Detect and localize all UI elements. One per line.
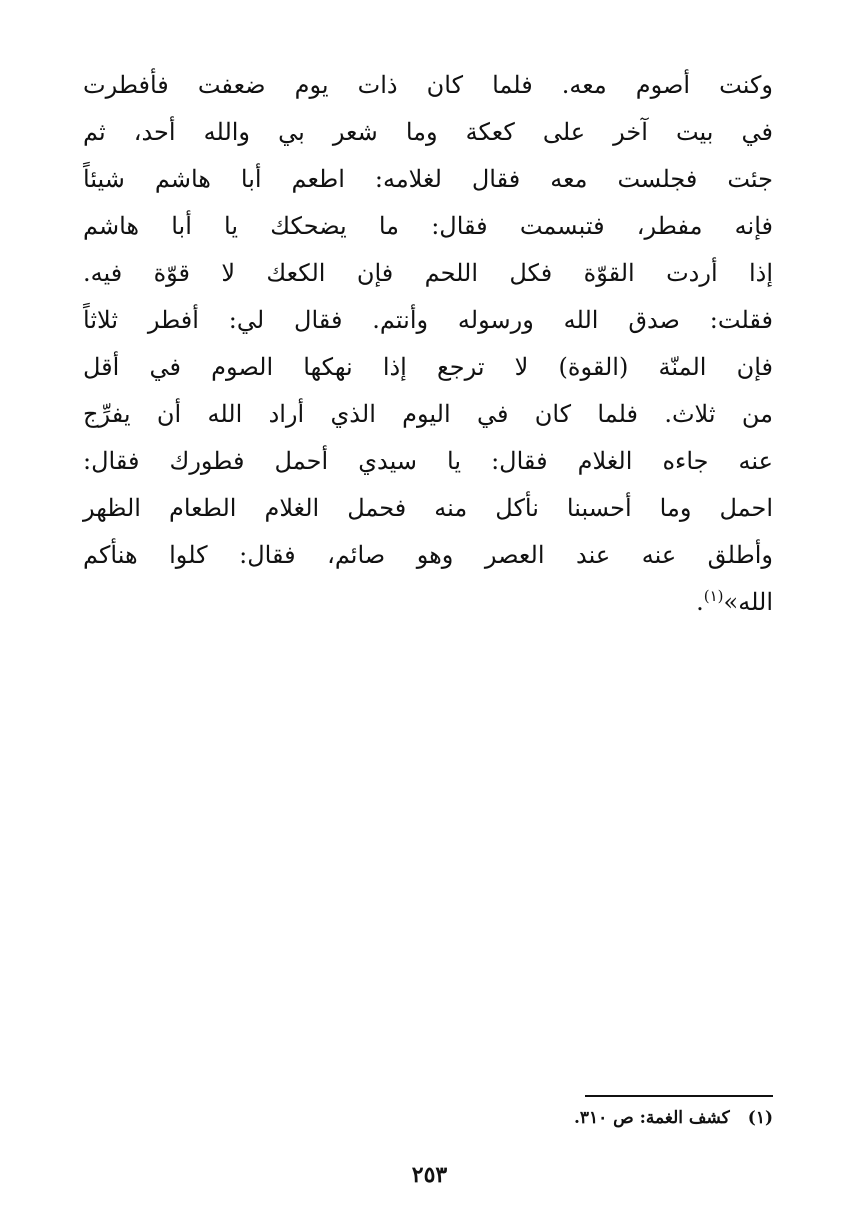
footnote-reference: (١) [703,587,724,605]
text-line-12 [83,579,773,626]
footnote [574,1108,773,1128]
text-line-7: فإن المنّة (القوة) لا ترجع إذا نهكها الصوم في أقل [83,353,773,381]
text-line-2: في بيت آخر على كعكة وما شعر بي والله أحد، ثم [83,118,773,146]
footnote-text: كشف الغمة: ص ٣١٠. [573,1108,730,1128]
text-line-10: احمل وما أحسبنا نأكل منه فحمل الغلام الطعام الظهر [83,494,773,522]
text-line-8: من ثلاث. فلما كان في اليوم الذي أراد الله أن يفرِّج [83,400,773,428]
page-number: ٢٥٣ [411,1162,448,1188]
text-line-11: وأطلق عنه عند العصر وهو صائم، فقال: كلوا هنأكم [83,541,773,569]
footnote-divider [585,1095,773,1097]
last-line-end: . [696,588,704,616]
text-line-6: فقلت: صدق الله ورسوله وأنتم. فقال لي: أفطر ثلاثاً [83,306,773,334]
text-line-4: فإنه مفطر، فتبسمت فقال: ما يضحكك يا أبا هاشم [83,212,773,240]
last-line-text: الله» [723,588,773,616]
text-line-3: جئت فجلست معه فقال لغلامه: اطعم أبا هاشم شيئاً [83,165,773,193]
text-line-5: إذا أردت القوّة فكل اللحم فإن الكعك لا قوّة فيه. [83,259,773,287]
main-text-block [83,62,773,626]
footnote-marker: (١) [747,1108,773,1128]
text-line-1: وكنت أصوم معه. فلما كان ذات يوم ضعفت فأفطرت [83,71,773,99]
text-line-9: عنه جاءه الغلام فقال: يا سيدي أحمل فطورك فقال: [83,447,773,475]
